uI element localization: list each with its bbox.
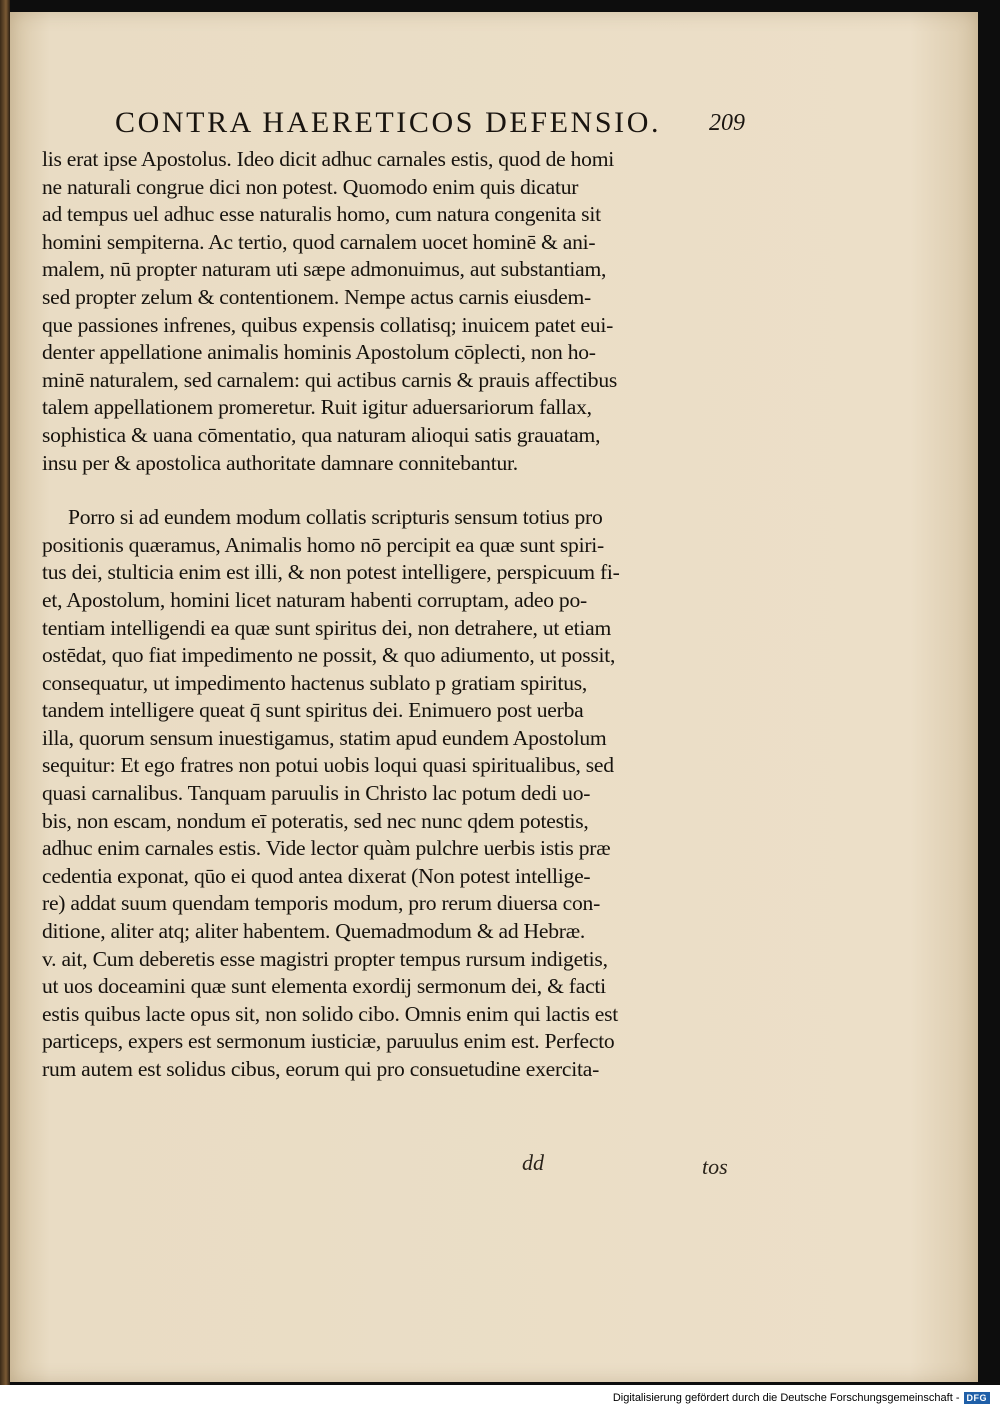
text-line: denter appellatione animalis hominis Apostolum cōplecti, non ho- [42, 340, 596, 365]
text-line: Porro si ad eundem modum collatis scripturis sensum totius pro [68, 505, 603, 530]
text-line: talem appellationem promeretur. Ruit igitur aduersariorum fallax, [42, 395, 592, 420]
running-head [115, 102, 745, 148]
digitization-credit [613, 1390, 990, 1406]
dfg-logo: DFG [964, 1392, 991, 1404]
text-line: re) addat suum quendam temporis modum, pro rerum diuersa con- [42, 891, 601, 916]
text-line: v. ait, Cum deberetis esse magistri propter tempus rursum indigetis, [42, 946, 608, 971]
book-spine-edge [0, 0, 10, 1385]
text-line: malem, nū propter naturam uti sæpe admonuimus, aut substantiam, [42, 257, 607, 282]
text-line: sed propter zelum & contentionem. Nempe actus carnis eiusdem- [42, 284, 592, 309]
text-line: tus dei, stulticia enim est illi, & non potest intelligere, perspicuum fi- [42, 560, 620, 585]
text-line: ut uos doceamini quæ sunt elementa exordij sermonum dei, & facti [42, 974, 606, 999]
text-line: et, Apostolum, homini licet naturam habenti corruptam, adeo po- [42, 587, 587, 612]
signature-mark: dd [522, 1150, 544, 1175]
body-text [42, 146, 742, 1084]
text-line: que passiones infrenes, quibus expensis collatisq; inuicem patet eui- [42, 312, 614, 337]
text-line: estis quibus lacte opus sit, non solido cibo. Omnis enim qui lactis est [42, 1001, 619, 1026]
paragraph-gap [42, 477, 742, 504]
text-line: sequitur: Et ego fratres non potui uobis loqui quasi spiritualibus, sed [42, 753, 614, 778]
text-line: homini sempiterna. Ac tertio, quod carnalem uocet hominē & ani- [42, 229, 596, 254]
text-line: tentiam intelligendi ea quæ sunt spiritus dei, non detrahere, ut etiam [42, 615, 611, 640]
text-line: illa, quorum sensum inuestigamus, statim apud eundem Apostolum [42, 725, 607, 750]
text-line: minē naturalem, sed carnalem: qui actibus carnis & prauis affectibus [42, 367, 618, 392]
text-line: consequatur, ut impedimento hactenus sublato p gratiam spiritus, [42, 670, 588, 695]
text-line: tandem intelligere queat q̄ sunt spiritus dei. Enimuero post uerba [42, 698, 584, 723]
text-line: sophistica & uana cōmentatio, qua naturam alioqui satis grauatam, [42, 422, 601, 447]
text-line: ditione, aliter atq; aliter habentem. Quemadmodum & ad Hebræ. [42, 919, 586, 944]
text-line: ne naturali congrue dici non potest. Quomodo enim quis dicatur [42, 174, 579, 199]
catchword: tos [702, 1154, 728, 1179]
credit-text: Digitalisierung gefördert durch die Deutsche Forschungsgemeinschaft - [612, 1392, 960, 1404]
text-line: adhuc enim carnales estis. Vide lector quàm pulchre uerbis istis præ [42, 836, 611, 861]
book-page [10, 12, 978, 1382]
text-line: quasi carnalibus. Tanquam paruulis in Christo lac potum dedi uo- [42, 781, 591, 806]
text-line: ostēdat, quo fiat impedimento ne possit, & quo adiumento, ut possit, [42, 643, 616, 668]
running-title: CONTRA HAERETICOS DEFENSIO. [115, 106, 662, 139]
text-line: rum autem est solidus cibus, eorum qui pro consuetudine exercita- [42, 1057, 600, 1081]
text-line: ad tempus uel adhuc esse naturalis homo, cum natura congenita sit [42, 202, 601, 227]
text-line: cedentia exponat, qūo ei quod antea dixerat (Non potest intellige- [42, 863, 591, 888]
text-line: bis, non escam, nondum eī poteratis, sed nec nunc qdem potestis, [42, 808, 589, 833]
page-number: 209 [709, 110, 745, 136]
text-line: particeps, expers est sermonum iusticiæ, paruulus enim est. Perfecto [42, 1029, 615, 1054]
text-line: lis erat ipse Apostolus. Ideo dicit adhuc carnales estis, quod de homi [42, 147, 615, 171]
text-line: insu per & apostolica authoritate damnare connitebantur. [42, 450, 518, 475]
text-line: positionis quæramus, Animalis homo nō percipit ea quæ sunt spiri- [42, 532, 604, 557]
